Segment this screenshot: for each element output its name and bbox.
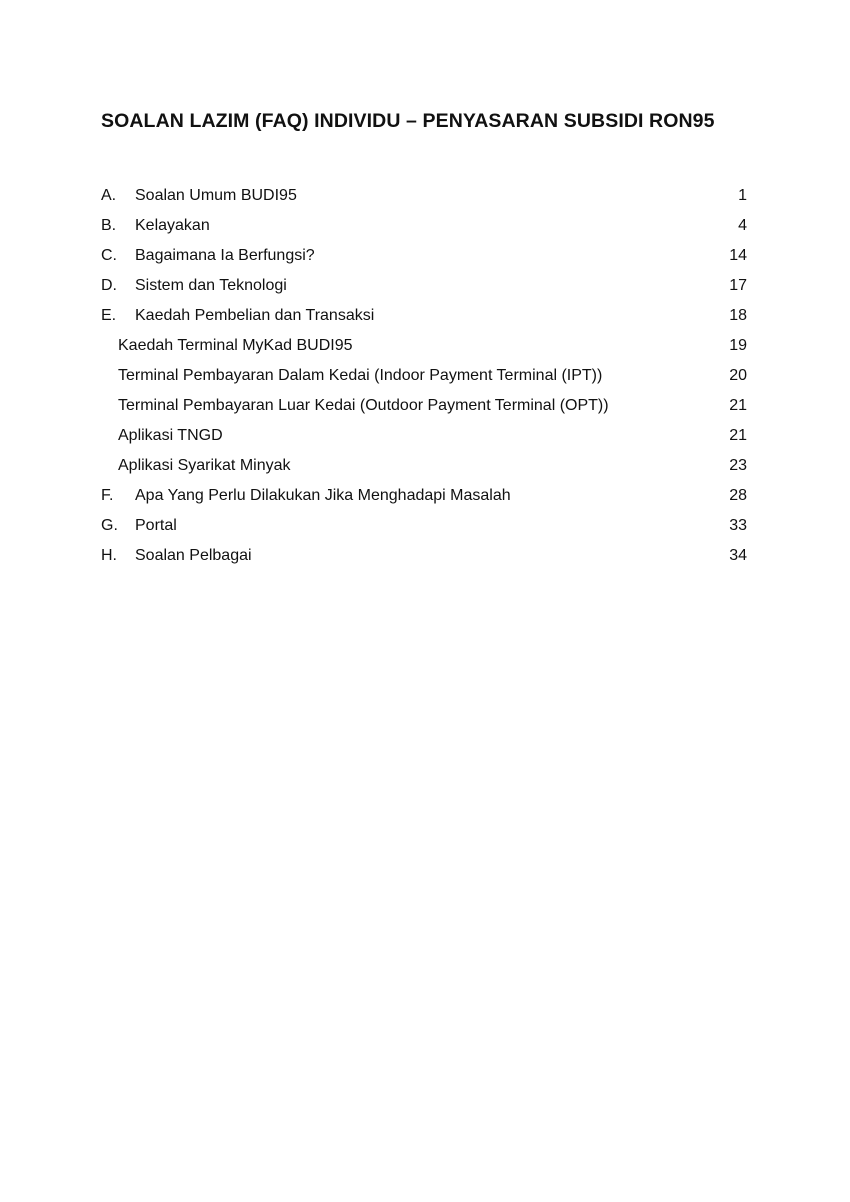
toc-entry-f[interactable] <box>101 483 747 513</box>
toc-subentry-outdoor-payment-terminal[interactable] <box>101 393 747 423</box>
toc-page-number: 19 <box>729 337 747 354</box>
toc-label: Soalan Pelbagai <box>135 547 252 564</box>
toc-label: Soalan Umum BUDI95 <box>135 187 297 204</box>
toc-page-number: 17 <box>729 277 747 294</box>
toc-label: Apa Yang Perlu Dilakukan Jika Menghadapi Masalah <box>135 487 511 504</box>
toc-letter: H. <box>101 547 117 564</box>
toc-label: Kelayakan <box>135 217 210 234</box>
table-of-contents <box>101 183 747 573</box>
toc-page-number: 28 <box>729 487 747 504</box>
toc-page-number: 33 <box>729 517 747 534</box>
toc-label: Aplikasi Syarikat Minyak <box>118 457 291 474</box>
toc-label: Kaedah Terminal MyKad BUDI95 <box>118 337 353 354</box>
toc-subentry-oil-company-app[interactable] <box>101 453 747 483</box>
toc-letter: G. <box>101 517 118 534</box>
toc-label: Terminal Pembayaran Dalam Kedai (Indoor Payment Terminal (IPT)) <box>118 367 603 384</box>
toc-page-number: 14 <box>729 247 747 264</box>
page-title: SOALAN LAZIM (FAQ) INDIVIDU – PENYASARAN SUBSIDI RON95 <box>101 110 715 132</box>
toc-label: Bagaimana Ia Berfungsi? <box>135 247 315 264</box>
toc-letter: C. <box>101 247 117 264</box>
toc-entry-b[interactable] <box>101 213 747 243</box>
toc-page-number: 23 <box>729 457 747 474</box>
toc-entry-c[interactable] <box>101 243 747 273</box>
toc-page-number: 20 <box>729 367 747 384</box>
toc-letter: F. <box>101 487 114 504</box>
toc-label: Terminal Pembayaran Luar Kedai (Outdoor Payment Terminal (OPT)) <box>118 397 609 414</box>
toc-entry-a[interactable] <box>101 183 747 213</box>
toc-page-number: 18 <box>729 307 747 324</box>
toc-label: Portal <box>135 517 177 534</box>
toc-letter: D. <box>101 277 117 294</box>
toc-entry-h[interactable] <box>101 543 747 573</box>
toc-letter: B. <box>101 217 117 234</box>
toc-entry-d[interactable] <box>101 273 747 303</box>
toc-label: Sistem dan Teknologi <box>135 277 287 294</box>
toc-subentry-tngd-app[interactable] <box>101 423 747 453</box>
toc-page-number: 34 <box>729 547 747 564</box>
toc-subentry-mykad-terminal[interactable] <box>101 333 747 363</box>
toc-page-number: 4 <box>738 217 747 234</box>
toc-letter: E. <box>101 307 117 324</box>
toc-page-number: 21 <box>729 427 747 444</box>
toc-subentry-indoor-payment-terminal[interactable] <box>101 363 747 393</box>
toc-entry-g[interactable] <box>101 513 747 543</box>
toc-page-number: 1 <box>738 187 747 204</box>
toc-letter: A. <box>101 187 117 204</box>
toc-entry-e[interactable] <box>101 303 747 333</box>
toc-label: Aplikasi TNGD <box>118 427 223 444</box>
toc-label: Kaedah Pembelian dan Transaksi <box>135 307 375 324</box>
toc-page-number: 21 <box>729 397 747 414</box>
